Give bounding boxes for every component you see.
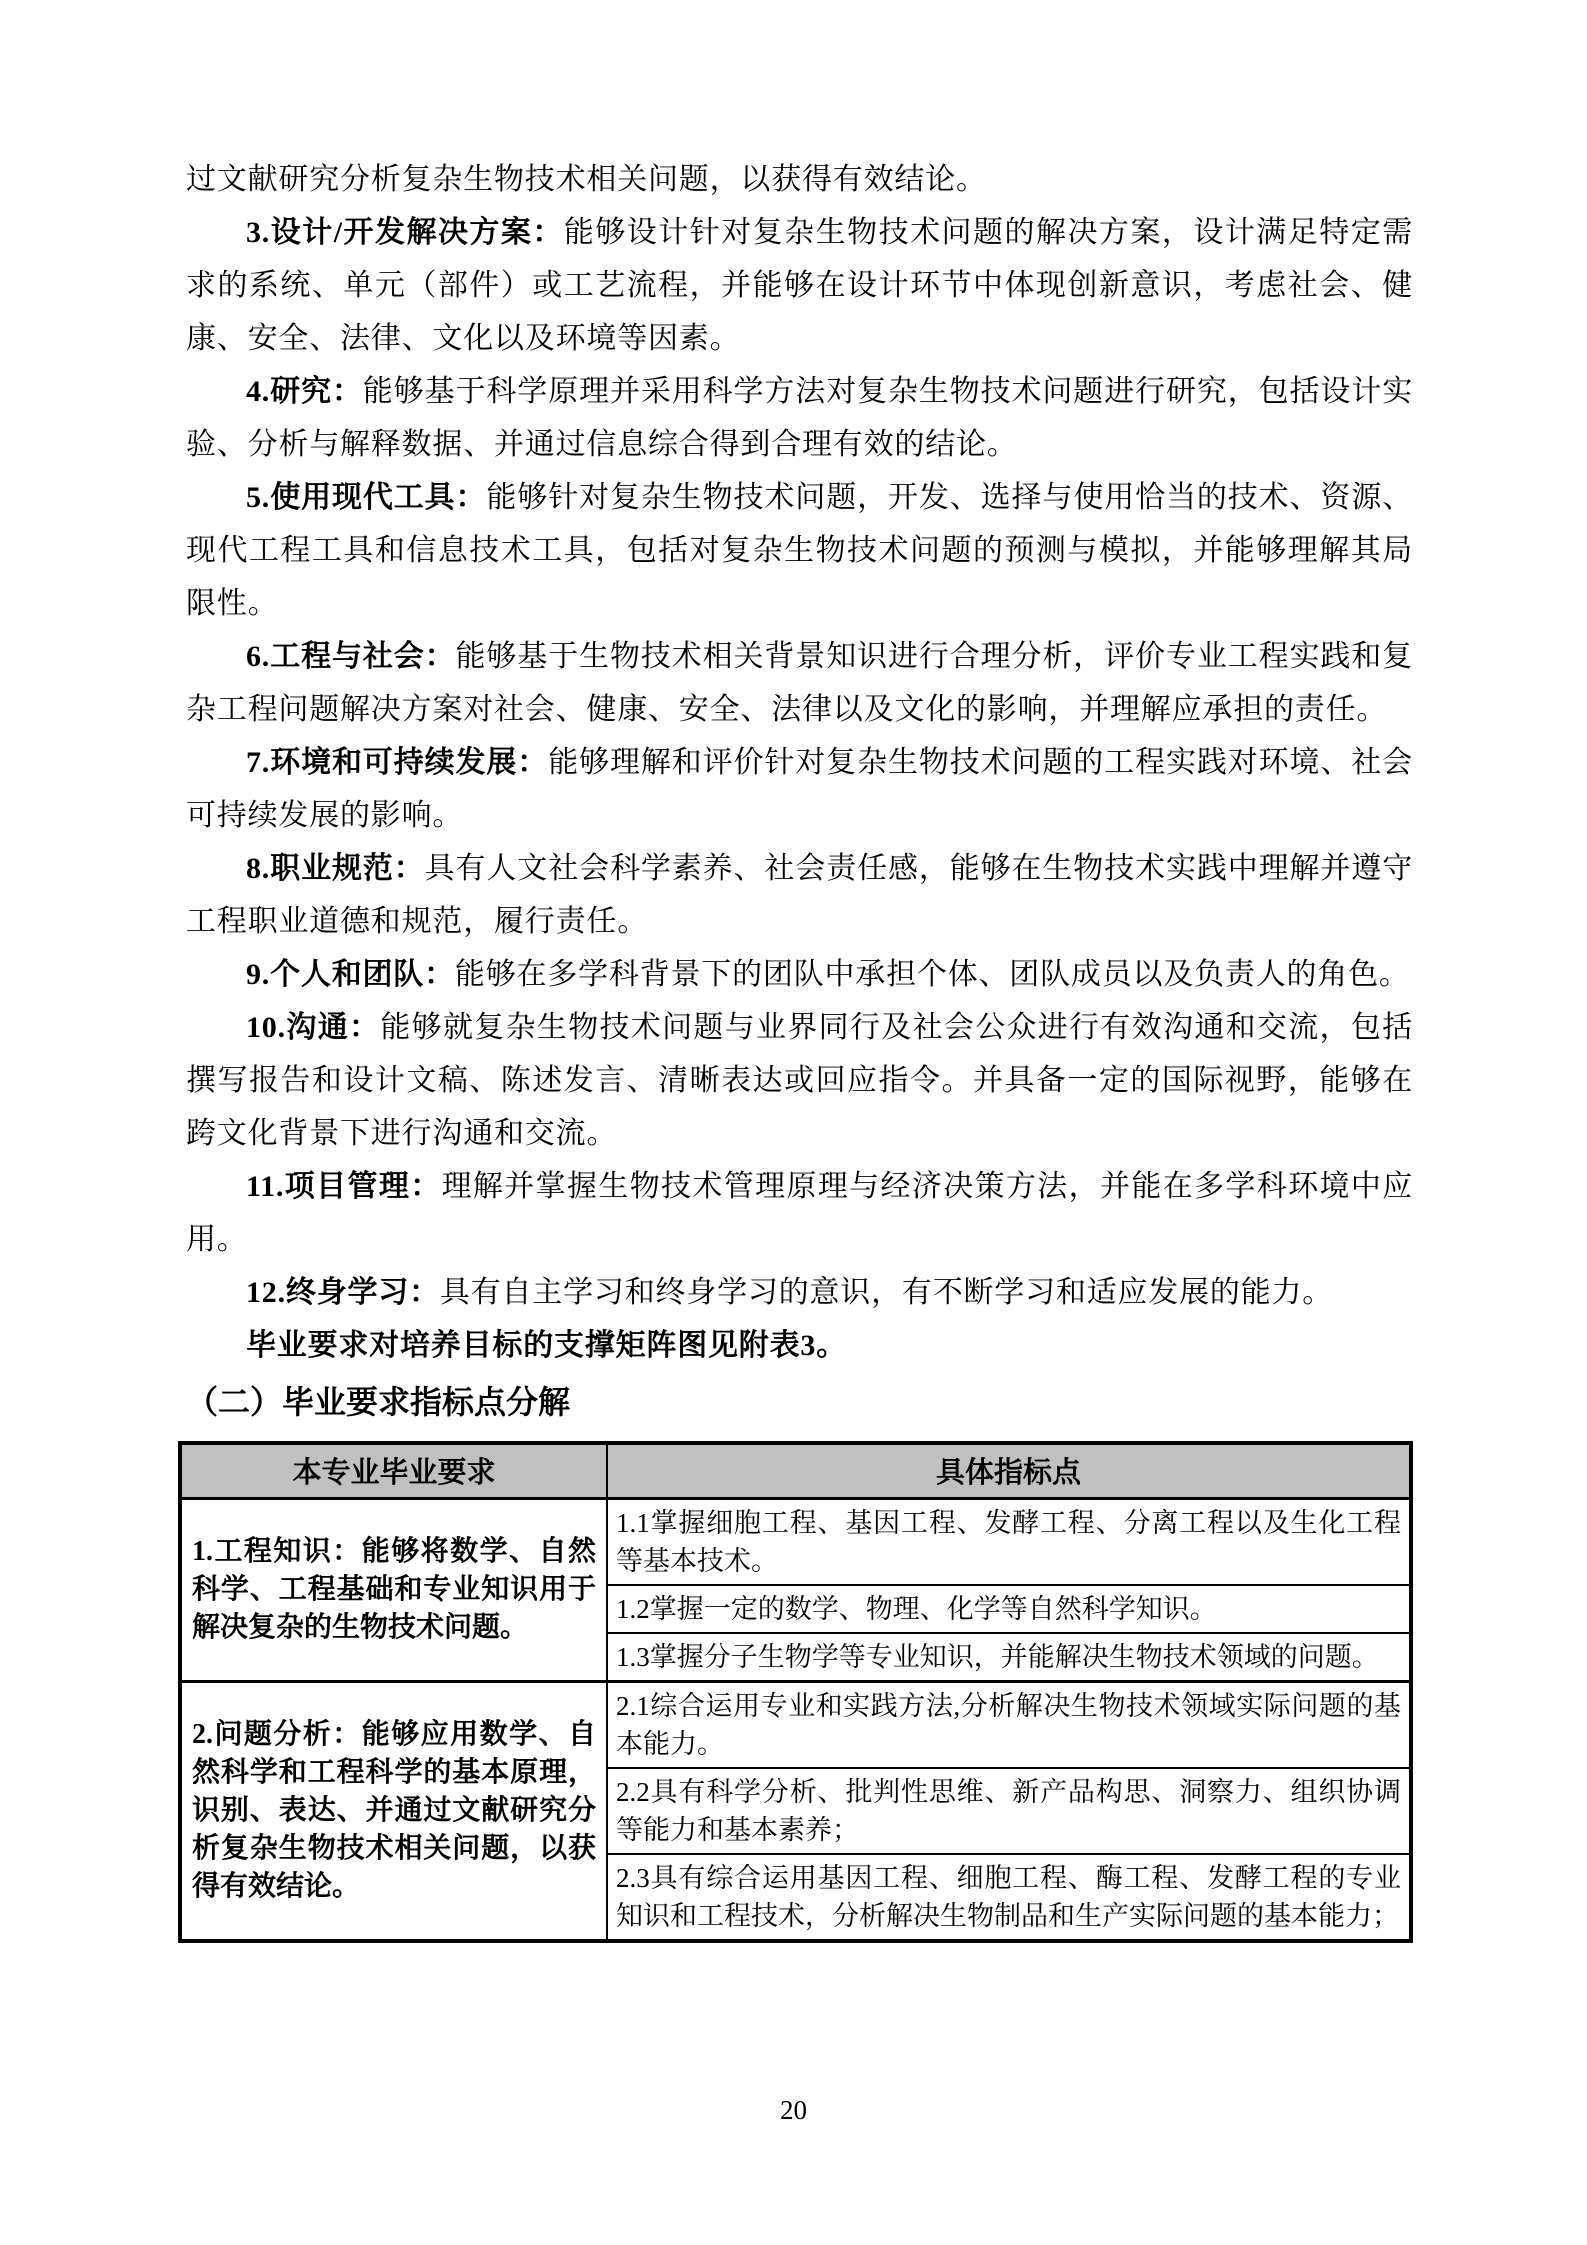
paragraph-lead: 4.研究： bbox=[246, 375, 363, 408]
body-paragraph: 过文献研究分析复杂生物技术相关问题，以获得有效结论。 bbox=[186, 163, 987, 196]
body-paragraph: 4.研究：能够基于科学原理并采用科学方法对复杂生物技术问题进行研究，包括设计实验、分析与解释数据、并通过信息综合得到合理有效的结论。 bbox=[186, 375, 1413, 461]
requirements-table bbox=[178, 1441, 1413, 1943]
paragraph-lead: 7.环境和可持续发展： bbox=[246, 746, 549, 779]
paragraph-lead: 9.个人和团队： bbox=[246, 958, 455, 991]
body-paragraph: 8.职业规范：具有人文社会科学素养、社会责任感，能够在生物技术实践中理解并遵守工程职业道德和规范，履行责任。 bbox=[186, 852, 1413, 938]
requirement-cell: 1.工程知识：能够将数学、自然科学、工程基础和专业知识用于解决复杂的生物技术问题。 bbox=[180, 1498, 607, 1681]
table-header-row bbox=[180, 1443, 1411, 1498]
closing-line: 毕业要求对培养目标的支撑矩阵图见附表3。 bbox=[246, 1329, 847, 1362]
indicator-cell: 2.2具有科学分析、批判性思维、新产品构思、洞察力、组织协调等能力和基本素养； bbox=[607, 1768, 1411, 1854]
body-paragraph: 5.使用现代工具：能够针对复杂生物技术问题，开发、选择与使用恰当的技术、资源、现代工程工具和信息技术工具，包括对复杂生物技术问题的预测与模拟，并能够理解其局限性。 bbox=[186, 481, 1414, 620]
section-heading: （二）毕业要求指标点分解 bbox=[186, 1384, 571, 1420]
table-row bbox=[180, 1498, 1411, 1585]
body-paragraph: 3.设计/开发解决方案：能够设计针对复杂生物技术问题的解决方案，设计满足特定需求的系统、单元（部件）或工艺流程，并能够在设计环节中体现创新意识，考虑社会、健康、安全、法律、文化以及环境等因素。 bbox=[186, 216, 1413, 355]
paragraph-lead: 10.沟通： bbox=[246, 1011, 381, 1044]
indicator-cell: 2.3具有综合运用基因工程、细胞工程、酶工程、发酵工程的专业知识和工程技术，分析解决生物制品和生产实际问题的基本能力； bbox=[607, 1854, 1411, 1941]
body-paragraph: 11.项目管理：理解并掌握生物技术管理原理与经济决策方法，并能在多学科环境中应用。 bbox=[186, 1170, 1413, 1256]
body-paragraphs bbox=[186, 153, 1413, 1319]
table-row bbox=[180, 1681, 1411, 1768]
body-paragraph: 10.沟通：能够就复杂生物技术问题与业界同行及社会公众进行有效沟通和交流，包括撰写报告和设计文稿、陈述发言、清晰表达或回应指令。并具备一定的国际视野，能够在跨文化背景下进行沟通和交流。 bbox=[186, 1011, 1413, 1150]
indicator-cell: 2.1综合运用专业和实践方法,分析解决生物技术领域实际问题的基本能力。 bbox=[607, 1681, 1411, 1768]
paragraph-lead: 3.设计/开发解决方案： bbox=[246, 216, 564, 249]
page-content bbox=[186, 153, 1413, 1943]
paragraph-lead: 11.项目管理： bbox=[246, 1170, 442, 1203]
table-header-indicator: 具体指标点 bbox=[607, 1443, 1411, 1498]
body-paragraph: 12.终身学习：具有自主学习和终身学习的意识，有不断学习和适应发展的能力。 bbox=[246, 1276, 1334, 1309]
paragraph-lead: 5.使用现代工具： bbox=[246, 481, 487, 514]
requirement-cell: 2.问题分析：能够应用数学、自然科学和工程科学的基本原理，识别、表达、并通过文献研究分析复杂生物技术相关问题，以获得有效结论。 bbox=[180, 1681, 607, 1941]
table-body bbox=[180, 1498, 1411, 1941]
table-header-requirement: 本专业毕业要求 bbox=[180, 1443, 607, 1498]
indicator-cell: 1.1掌握细胞工程、基因工程、发酵工程、分离工程以及生化工程等基本技术。 bbox=[607, 1498, 1411, 1585]
body-paragraph: 9.个人和团队：能够在多学科背景下的团队中承担个体、团队成员以及负责人的角色。 bbox=[246, 958, 1410, 991]
paragraph-lead: 8.职业规范： bbox=[246, 852, 425, 885]
page-number: 20 bbox=[780, 2095, 807, 2125]
paragraph-lead: 6.工程与社会： bbox=[246, 640, 456, 673]
indicator-cell: 1.2掌握一定的数学、物理、化学等自然科学知识。 bbox=[607, 1585, 1411, 1633]
body-paragraph: 7.环境和可持续发展：能够理解和评价针对复杂生物技术问题的工程实践对环境、社会可持续发展的影响。 bbox=[186, 746, 1413, 832]
paragraph-lead: 12.终身学习： bbox=[246, 1276, 440, 1309]
body-paragraph: 6.工程与社会：能够基于生物技术相关背景知识进行合理分析，评价专业工程实践和复杂工程问题解决方案对社会、健康、安全、法律以及文化的影响，并理解应承担的责任。 bbox=[186, 640, 1413, 726]
indicator-cell: 1.3掌握分子生物学等专业知识，并能解决生物技术领域的问题。 bbox=[607, 1633, 1411, 1682]
